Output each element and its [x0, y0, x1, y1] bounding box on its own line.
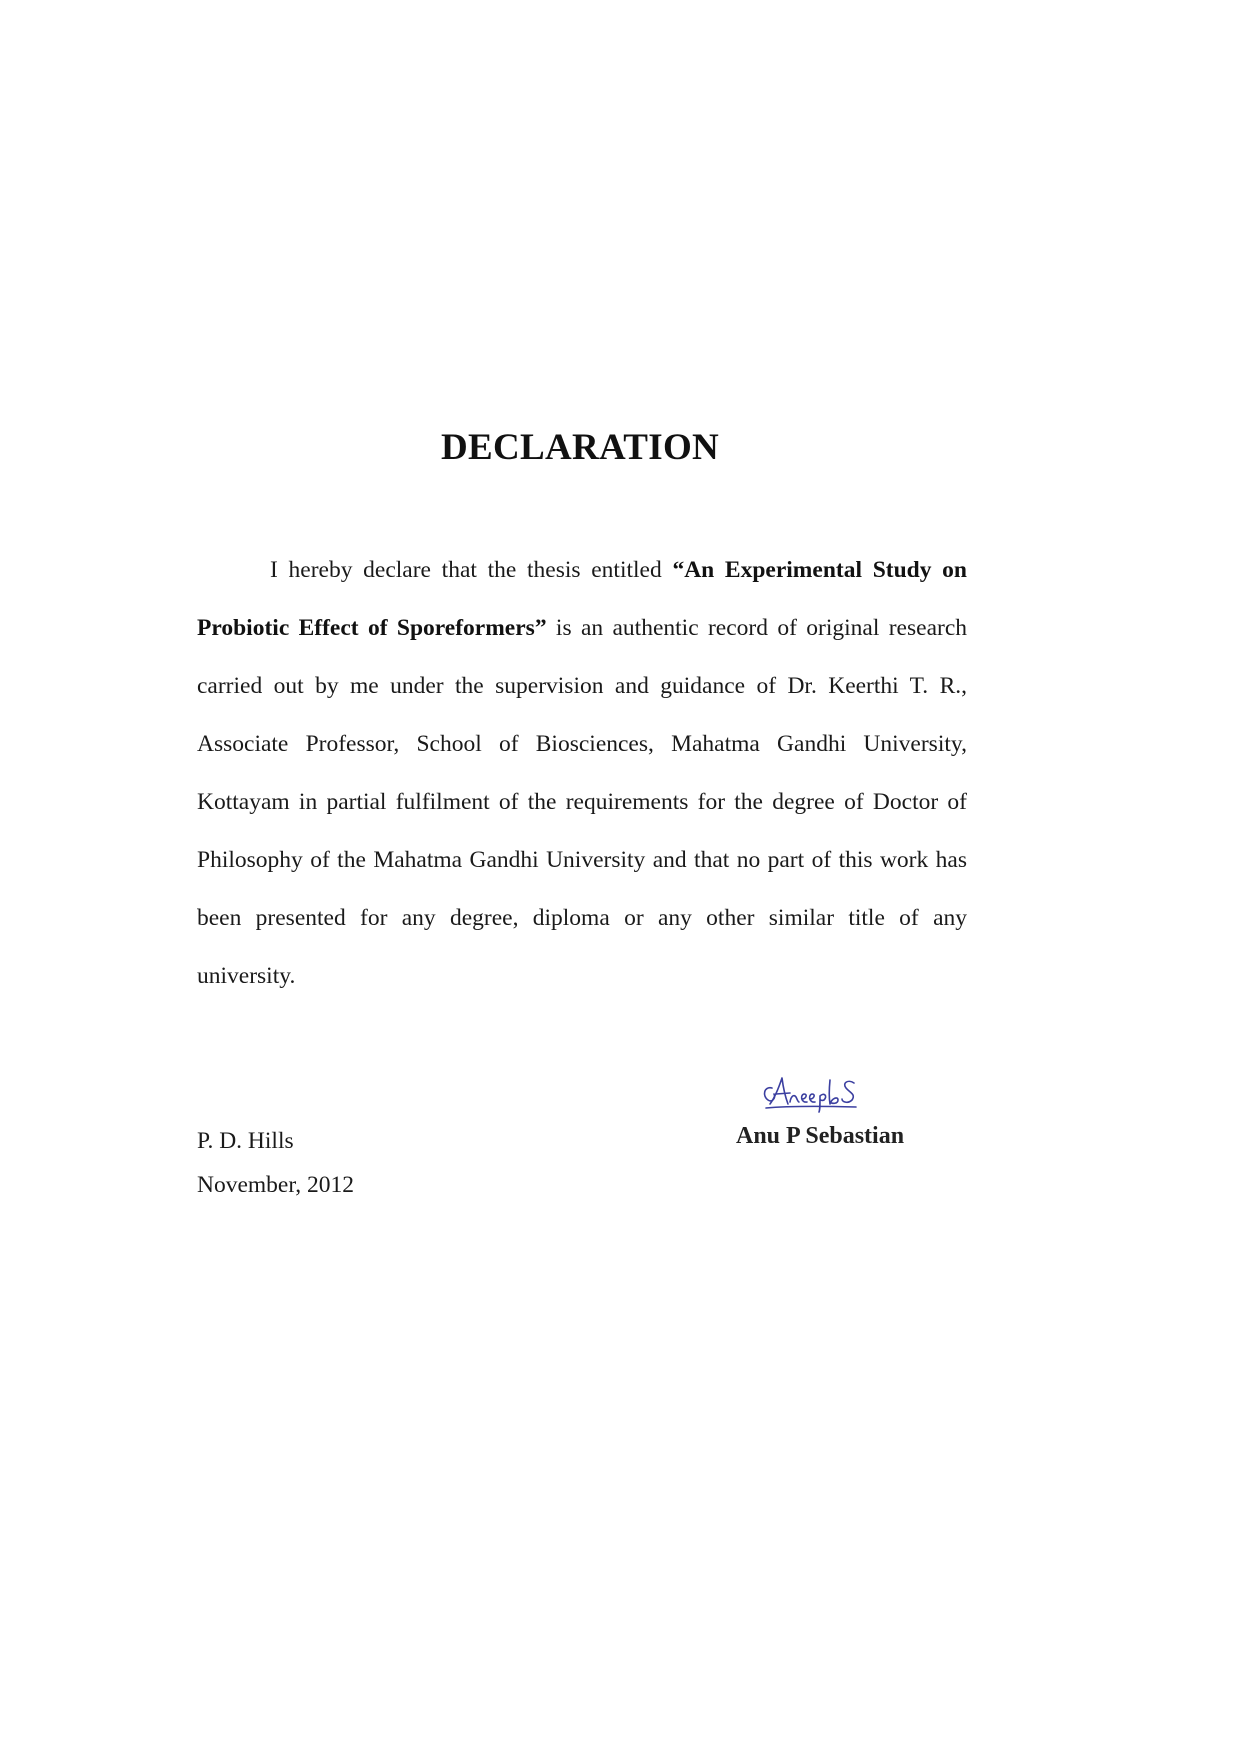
page-title: DECLARATION — [440, 427, 720, 468]
paragraph-intro: I hereby declare that the thesis entitled — [270, 557, 673, 583]
date-text: November, 2012 — [197, 1172, 354, 1198]
handwritten-signature — [758, 1066, 868, 1114]
place-text: P. D. Hills — [197, 1128, 294, 1154]
signer-name: Anu P Sebastian — [736, 1123, 905, 1149]
paragraph-body: is an authentic record of original research carried out by me under the supervision and guidance of Dr. Keerthi T. R., Associate Professor, School of Biosciences, Mahatma Gandhi University, Kottayam in partial fulfilment of the requirements for the degree of Doctor of Philosophy of the Mahatma Gandhi University and that no part of this work has been presented for any degree, diploma or any other similar title of any university. — [197, 615, 968, 989]
declaration-paragraph — [197, 541, 967, 1005]
thesis-title: “An Experimental Study on Probiotic Effect of Sporeformers” — [197, 557, 967, 641]
